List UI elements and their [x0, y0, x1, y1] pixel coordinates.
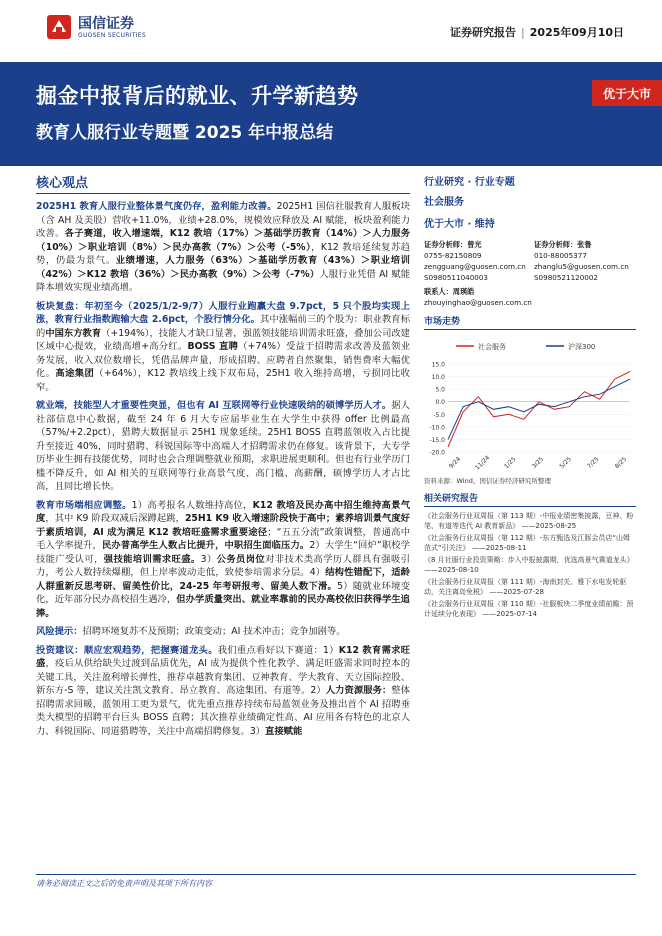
text-run: 其中涨幅前三的个股为：职业教育标的: [36, 314, 410, 339]
paragraph-employment: [36, 399, 410, 494]
text-run: 公务员岗位: [216, 553, 266, 565]
y-tick-label: 10.0: [431, 374, 445, 382]
analyst-phone: 0755-82150809: [424, 251, 482, 260]
rating-label: 优于大市 · 维持: [424, 219, 495, 230]
contact-email[interactable]: zhouyinghao@guosen.com.cn: [424, 298, 532, 307]
paragraph-sector-review: [36, 300, 410, 395]
text-run: BOSS 直聘: [187, 341, 239, 352]
analyst-list: [424, 239, 636, 283]
text-run: 风险提示：: [36, 626, 83, 637]
report-date: 2025年09月10日: [529, 26, 624, 39]
rating-badge: 优于大市: [592, 80, 662, 106]
industry-label: 行业研究 · 行业专题: [424, 177, 515, 188]
text-run: K12 教育需求旺盛: [36, 644, 410, 669]
sector-label: 社会服务: [424, 197, 464, 208]
y-tick-label: -20.0: [429, 449, 445, 457]
logo-text-en: GUOSEN SECURITIES: [78, 31, 147, 39]
text-run: 招聘环境复苏不及预期；政策变动；AI 技术冲击；竞争加剧等。: [82, 626, 346, 637]
text-run: ，疫后从供给缺失过渡到品质优先，AI 成为提供个性化教学、满足旺盛需求同时控本的关键工具，关注盈利增长弹性，推荐卓越教育集团、豆神教育、学大教育、天立国际控股、新东方-S 等，建议关注凯文教育、昂立教育、高途集团、有道等。2）: [36, 658, 410, 696]
contact-block: [424, 286, 636, 308]
text-run: 1）高考报名人数维持高位，: [131, 499, 253, 511]
text-run: ；“五五分流”政策调整，普通高中毛入学率提升，: [36, 526, 410, 551]
paragraph-education-market: [36, 499, 410, 621]
analyst-name: 证券分析师：张鲁: [534, 240, 592, 249]
chart-source: 资料来源：Wind、国信证券经济研究所整理: [424, 477, 551, 485]
text-run: 人力资源服务：: [325, 685, 392, 696]
text-run: 3）: [200, 553, 217, 565]
related-report-item[interactable]: 《社会服务行业双周报（第 112 期）-东方甄选及江豚会员店“山姆范式”引关注》 ——2025-08-11: [424, 534, 630, 552]
text-run: 业绩增速，人力服务（63%）＞基础学历教育（43%）＞职业培训（42%）＞K12 教培（36%）＞民办高教（9%）＞公考（-7%）: [36, 255, 410, 280]
page-header: [0, 0, 662, 62]
x-tick-label: 1/25: [503, 455, 518, 471]
analyst-cert: S0980521120002: [534, 273, 599, 282]
chart-title: 市场走势: [424, 314, 636, 330]
market-trend-chart: [424, 334, 636, 474]
text-run: 我们重点看好以下赛道：1）: [217, 644, 339, 656]
analyst-phone: 010-88005377: [534, 251, 587, 260]
y-tick-label: -5.0: [433, 411, 445, 419]
text-run: ，其中 K9 阶段双减后深蹲起跳，: [45, 513, 185, 524]
analyst-email[interactable]: zhanglu5@guosen.com.cn: [534, 262, 629, 271]
analyst-name: 证券分析师：曾光: [424, 240, 482, 249]
paragraph-risk-warning: [36, 625, 410, 639]
text-run: 但办学质量突出、就业率靠前的民办高校依旧获得学生追捧。: [36, 594, 410, 619]
related-report-item[interactable]: 《社会服务行业双周报（第 111 期）-海南封关、雅下水电发轮驱动，关注离岛免税》 ——2025-07-28: [424, 578, 627, 596]
report-meta: [450, 24, 624, 40]
x-tick-label: 9/24: [447, 455, 463, 471]
x-tick-label: 11/24: [474, 454, 492, 472]
text-run: 投资建议：顺应宏观趋势，把握赛道龙头。: [36, 644, 218, 656]
footer-disclaimer: 请务必阅读正文之后的免责声明及其项下所有内容: [36, 874, 636, 889]
x-tick-label: 3/25: [530, 455, 546, 471]
related-report-item[interactable]: 《8 月社服行业投资策略：步入中报披露期，优选高景气赛道龙头》 ——2025-08-10: [424, 556, 634, 574]
report-subtitle: 教育人服行业专题暨 2025 年中报总结: [36, 123, 334, 143]
text-run: 5）随就业环境变化，近年部分民办高校招生遇冷，: [36, 580, 410, 605]
related-report-item[interactable]: 《社会服务行业双周报（第 110 期）-社服板块二季度业绩前瞻：预计延续分化表现》 ——2025-07-14: [424, 600, 634, 618]
series-line: [448, 379, 630, 439]
text-run: 高途集团: [55, 368, 95, 379]
x-tick-label: 7/25: [586, 455, 601, 471]
text-run: 人服行业凭借 AI 赋能降本增效实现业绩高增。: [36, 268, 411, 293]
related-reports-title: 相关研究报告: [424, 491, 636, 507]
text-run: ，K12 教培延续复苏趋势，仍最为景气。: [36, 241, 410, 266]
text-run: 对非技术类高学历人群具有强吸引力，考公人数持续爆棚，但上岸率波动走低，致使参培需求分层。4）: [36, 553, 410, 578]
related-report-item[interactable]: 《社会服务行业双周报（第 113 期）-中报业绩密集披露，豆神、粉笔、有道等迭代 AI 教育新品》 ——2025-08-25: [424, 512, 634, 530]
text-run: 教育市场端相应调整。: [36, 499, 132, 511]
text-run: 整体招聘需求回暖，蓝领用工更为景气，优先重点推荐持续布局蓝领业务及推出首个 AI 招聘垂类大模型的招聘平台巨头 BOSS 直聘；其次推荐业绩确定性高、AI 应用各有特色的北京人力、科锐国际、同道猎聘等，关注中高端招聘修复。3）: [36, 685, 410, 737]
related-reports-list: [424, 511, 636, 619]
text-run: （+194%），技能人才缺口显著，强蓝领技能培训需求旺盛，叠加公司改建区域中心提效，业绩高增+高分红。: [36, 327, 410, 352]
sidebar: [424, 174, 636, 621]
y-tick-label: 15.0: [431, 361, 445, 369]
x-tick-label: 5/25: [558, 455, 573, 471]
analyst-email[interactable]: zengguang@guosen.com.cn: [424, 262, 526, 271]
y-tick-label: 0.0: [435, 399, 445, 407]
text-run: 据人社部信息中心数据，截至 24 年 6 月大专应届毕业生在大学生中获得 offer 比例最高（57%/+2.2pct），猎聘大数据显示 25H1 现象延续。25H1 BOSS 直聘蓝领收入占比提升至接近 40%，同时猎聘、科锐国际等中高端人才招聘需求仍在修复。该背景下，大专学历毕业生拥有技能优势，同时也会合理调整就业预期，求职进展更顺利。但也有行业学历门槛不降反升，如 AI 相关的互联网等行业高景气度、高门槛、高薪酬，硕博学历人才占比高，且同比增长快。: [36, 400, 410, 492]
text-run: 2）大学生“回炉”职校学技能广受认可，: [36, 540, 410, 565]
text-run: 板块复盘：年初至今（2025/1/2-9/7）人服行业跑赢大盘 9.7pct，5 只个股均实现上涨，教育行业指数跑输大盘 2.6pct，个股行情分化。: [36, 300, 410, 325]
report-title: 掘金中报背后的就业、升学新趋势: [36, 84, 359, 108]
text-run: 2025H1 教育人服行业整体景气度仍存，盈利能力改善。: [36, 201, 277, 212]
text-run: 强技能培训需求旺盛。: [103, 553, 201, 565]
y-tick-label: 5.0: [435, 386, 445, 394]
guosen-logo-icon: [46, 14, 72, 40]
x-tick-label: 8/25: [613, 455, 629, 471]
text-run: 25H1 K9 收入增速阶段快于高中；素养培训景气度好于素质培训，AI 成为满足 K12 教培旺盛需求重要途径: [36, 513, 410, 538]
report-type: 证券研究报告: [450, 26, 517, 39]
text-run: K12 教培及民办高中招生维持高景气度: [36, 499, 410, 524]
text-run: 直接赋能: [265, 725, 303, 737]
text-run: 各子赛道，收入增速端，K12 教培（17%）＞基础学历教育（14%）＞人力服务（10%）＞职业培训（8%）＞民办高教（7%）＞公考（-5%）: [36, 228, 410, 253]
meta-separator: |: [521, 26, 525, 39]
title-banner: [0, 62, 662, 166]
chart-svg: [424, 334, 636, 474]
text-run: 就业端，技能型人才重要性突显，但也有 AI 互联网等行业快速吸纳的硕博学历人才。: [36, 400, 392, 411]
contact-name: 联系人：周瑛皓: [424, 287, 475, 296]
core-views-column: [36, 174, 410, 743]
paragraph-industry-overview: [36, 200, 410, 295]
paragraph-investment-advice: [36, 644, 410, 739]
company-logo: [46, 14, 146, 40]
text-run: （+74%）受益于招聘需求改善及蓝领业务发展，收入双位数增长，凭借品牌声量，形成招聘、应聘者自然聚集，销售费率大幅优化。: [36, 341, 410, 379]
legend-label: 沪深300: [568, 343, 596, 351]
y-tick-label: -10.0: [429, 424, 445, 432]
text-run: （+64%），K12 教培线上线下双布局，25H1 收入维持高增，亏损同比收窄。: [36, 368, 410, 393]
core-views-title: 核心观点: [36, 174, 410, 194]
text-run: 2025H1 国信社服教育人服板块（含 AH 及美股）营收+11.0%，业绩+28.0%，规模效应释放及 AI 赋能，板块盈利能力改善。: [36, 201, 410, 239]
y-tick-label: -15.0: [429, 436, 445, 444]
analyst-card: [534, 239, 636, 283]
analyst-card: [424, 239, 526, 283]
text-run: 民办普高学生人数占比提升，中职招生面临压力。: [101, 540, 310, 551]
analyst-cert: S0980511040003: [424, 273, 489, 282]
legend-label: 社会服务: [478, 343, 506, 351]
logo-text-cn: 国信证券: [78, 15, 134, 32]
series-line: [448, 372, 630, 448]
text-run: 结构性错配下，适龄人群重新反思考研、留美性价比，24-25 年考研报考、留美人数下滑。: [36, 567, 410, 592]
text-run: 中国东方教育: [45, 327, 102, 339]
